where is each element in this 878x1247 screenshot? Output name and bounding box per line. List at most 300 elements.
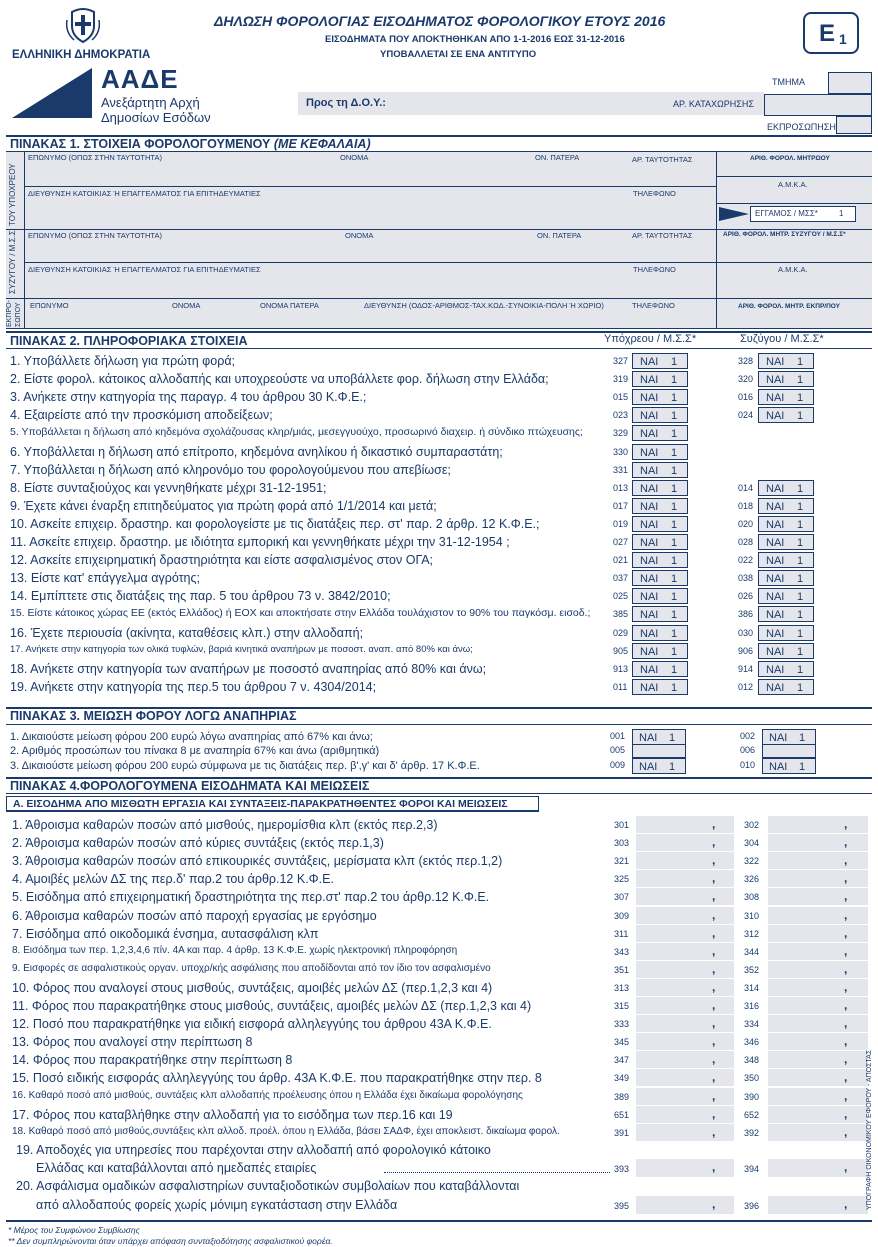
yes-label: ΝΑΙ (640, 573, 659, 585)
p2-yes-checkbox-spouse[interactable] (758, 534, 814, 550)
yes-value: 1 (797, 410, 804, 422)
p4-amount-input-taxpayer[interactable] (636, 1069, 734, 1086)
p4-row-label: 17. Φόρος που καταβλήθηκε στην αλλοδαπή για το εισόδημα των περ.16 και 19 (12, 1108, 453, 1122)
sp-phone-label: ΤΗΛΕΦΩΝΟ (633, 265, 676, 274)
p4-row-label: 4. Αμοιβές μελών ΔΣ της περ.δ' παρ.2 του άρθρ.12 Κ.Φ.Ε. (12, 872, 334, 886)
p2-yes-checkbox-spouse[interactable] (758, 552, 814, 568)
p2-row-code1: 017 (613, 501, 629, 511)
p2-row-code1: 913 (613, 664, 629, 674)
decimal-comma: , (712, 980, 716, 994)
yes-value: 1 (671, 609, 678, 621)
yes-value: 1 (671, 374, 678, 386)
tp-id-label: ΑΡ. ΤΑΥΤΟΤΗΤΑΣ (632, 155, 693, 164)
decimal-comma: , (712, 944, 716, 958)
yes-label: ΝΑΙ (766, 374, 785, 386)
yes-label: ΝΑΙ (640, 519, 659, 531)
decimal-comma: , (844, 1070, 848, 1084)
yes-value: 1 (671, 682, 678, 694)
p3-yes-checkbox-spouse[interactable] (762, 729, 816, 745)
p4-row-label: 9. Εισφορές σε ασφαλιστικούς οργαν. υποχρ/κής ασφάλισης που αποδίδονται από τον ίδιο τον ασφαλισμένο (12, 963, 491, 974)
p2-yes-checkbox-taxpayer[interactable] (632, 462, 688, 478)
p4-row-code1: 309 (614, 911, 630, 921)
p4-amount-input-spouse[interactable] (768, 1069, 868, 1086)
p4-row-code1: 333 (614, 1019, 630, 1029)
yes-value: 1 (797, 664, 804, 676)
form-code-box (803, 12, 859, 54)
p3-title: ΠΙΝΑΚΑΣ 3. ΜΕΙΩΣΗ ΦΟΡΟΥ ΛΟΓΩ ΑΝΑΠΗΡΙΑΣ (10, 709, 297, 723)
p2-row-label: 18. Ανήκετε στην κατηγορία των αναπήρων με ποσοστό αναπηρίας από 80% και άνω; (10, 662, 487, 676)
p4-amount-input-taxpayer[interactable] (636, 907, 734, 924)
yes-value: 1 (799, 761, 806, 773)
tmima-label: ΤΜΗΜΑ (772, 77, 805, 87)
tmima-input[interactable] (828, 72, 872, 94)
decimal-comma: , (712, 1034, 716, 1048)
p4-row-code2: 352 (744, 965, 760, 975)
p3-row-label: 1. Δικαιούστε μείωση φόρου 200 ευρώ λόγω αναπηρίας από 67% και άνω; (10, 731, 373, 743)
p2-yes-checkbox-spouse[interactable] (758, 570, 814, 586)
decimal-comma: , (844, 871, 848, 885)
p4-row-label: 14. Φόρος που παρακρατήθηκε στην περίπτωση 8 (12, 1053, 293, 1067)
p4-amount-input-taxpayer[interactable] (636, 1088, 734, 1105)
p2-yes-checkbox-spouse[interactable] (758, 679, 814, 695)
p2-row-label: 17. Ανήκετε στην κατηγορία των ολικά τυφλών, βαριά κινητικά αναπήρων με ποσοστ. αναπ. από 80% και άνω; (10, 644, 473, 655)
p4-row-label: 15. Ποσό ειδικής εισφοράς αλληλεγγύης του άρθρ. 43Α Κ.Φ.Ε. που παρακρατήθηκε στην περ. 8 (12, 1071, 542, 1085)
p4-row-code1: 321 (614, 856, 630, 866)
p1-side-rep-a: ΕΚΠΡΟ- (6, 300, 13, 327)
p2-row-code2: 320 (738, 374, 754, 384)
yes-value: 1 (797, 682, 804, 694)
yes-label: ΝΑΙ (640, 682, 659, 694)
rep-name-label: ΟΝΟΜΑ (172, 301, 201, 310)
p4-row-code2: 344 (744, 947, 760, 957)
ar-kat-input[interactable] (764, 94, 872, 116)
p2-row-code1: 319 (613, 374, 629, 384)
yes-label: ΝΑΙ (640, 356, 659, 368)
ekprosopisi-label: ΕΚΠΡΟΣΩΠΗΣΗ (767, 122, 836, 132)
decimal-comma: , (844, 908, 848, 922)
yes-label: ΝΑΙ (766, 682, 785, 694)
p4-title: ΠΙΝΑΚΑΣ 4.ΦΟΡΟΛΟΓΟΥΜΕΝΑ ΕΙΣΟΔΗΜΑΤΑ ΚΑΙ ΜΕΙΩΣΕΙΣ (10, 779, 370, 793)
p4-subtitle-box (6, 796, 539, 812)
p4-row-code2: 322 (744, 856, 760, 866)
p2-row-label: 10. Ασκείτε επιχειρ. δραστηρ. και φορολογείστε με τις διατάξεις περ. στ' παρ. 2 άρθρ. 12 Κ.Φ.Ε.; (10, 517, 540, 531)
decimal-comma: , (844, 998, 848, 1012)
yes-label: ΝΑΙ (640, 646, 659, 658)
yes-value: 1 (797, 392, 804, 404)
yes-value: 1 (669, 732, 676, 744)
yes-value: 1 (671, 465, 678, 477)
yes-value: 1 (671, 573, 678, 585)
ar-kat-label: ΑΡ. ΚΑΤΑΧΩΡΗΣΗΣ (673, 99, 754, 109)
p4-row-label: 1. Άθροισμα καθαρών ποσών από μισθούς, ημερομίσθια κλπ (εκτός περ.2,3) (12, 818, 438, 832)
p2-row-code1: 023 (613, 410, 629, 420)
footnote-2: ** Δεν συμπληρώνονται όταν υπάρχει απόφαση συνταξιοδότησης ασφαλιστικού φορέα. (8, 1236, 333, 1246)
p4-row-code1: 315 (614, 1001, 630, 1011)
yes-label: ΝΑΙ (640, 447, 659, 459)
sp-father-label: ΟΝ. ΠΑΤΕΡΑ (537, 231, 582, 240)
yes-label: ΝΑΙ (766, 537, 785, 549)
sp-afm-label: ΑΡΙΘ. ΦΟΡΟΛ. ΜΗΤΡ. ΣΥΖΥΓΟΥ / Μ.Σ.Σ* (723, 231, 846, 238)
yes-label: ΝΑΙ (639, 732, 658, 744)
p4-row-code1: 325 (614, 874, 630, 884)
p2-yes-checkbox-taxpayer[interactable] (632, 498, 688, 514)
p4-row-code1: 345 (614, 1037, 630, 1047)
p4-row19-line2: Ελλάδας και καταβάλλονται από ημεδαπές εταιρίες (36, 1161, 317, 1175)
p4-amount-input-taxpayer[interactable] (636, 961, 734, 978)
yes-value: 1 (797, 609, 804, 621)
p2-row-code1: 037 (613, 573, 629, 583)
p2-yes-checkbox-taxpayer[interactable] (632, 625, 688, 641)
p2-yes-checkbox-spouse[interactable] (758, 606, 814, 622)
p4-row-label: 3. Άθροισμα καθαρών ποσών από επικουρικές συντάξεις, μερίσματα κλπ (εκτός περ.1,2) (12, 854, 503, 868)
p2-row-code1: 385 (613, 609, 629, 619)
p2-row-label: 15. Είστε κάτοικος χώρας ΕΕ (εκτός Ελλάδος) ή ΕΟΧ και αποκτήσατε στην Ελλάδα τουλάχιστον το 90% του παγκόσμ. εισοδ.; (10, 607, 591, 619)
decimal-comma: , (712, 817, 716, 831)
tp-father-label: ΟΝ. ΠΑΤΕΡΑ (535, 153, 580, 162)
decimal-comma: , (844, 1052, 848, 1066)
p4-amount-input-spouse[interactable] (768, 1033, 868, 1050)
p4-amount-input-spouse[interactable] (768, 907, 868, 924)
yes-value: 1 (671, 356, 678, 368)
rep-phone-label: ΤΗΛΕΦΩΝΟ (632, 301, 675, 310)
decimal-comma: , (844, 980, 848, 994)
p4-row-code2: 310 (744, 911, 760, 921)
p4-amount-input-taxpayer[interactable] (636, 1124, 734, 1141)
p2-yes-checkbox-taxpayer[interactable] (632, 588, 688, 604)
p3-row-code2: 010 (740, 760, 756, 770)
yes-value: 1 (671, 392, 678, 404)
p2-row-code1: 330 (613, 447, 629, 457)
p4-row-code2: 392 (744, 1128, 760, 1138)
yes-label: ΝΑΙ (640, 591, 659, 603)
p3-yes-checkbox-taxpayer[interactable] (632, 729, 686, 745)
sp-id-label: ΑΡ. ΤΑΥΤΟΤΗΤΑΣ (632, 231, 693, 240)
p4-amount-input-spouse[interactable] (768, 943, 868, 960)
p4-amount-input-taxpayer[interactable] (636, 870, 734, 887)
p2-yes-checkbox-taxpayer[interactable] (632, 552, 688, 568)
p2-yes-checkbox-taxpayer[interactable] (632, 661, 688, 677)
p2-yes-checkbox-taxpayer[interactable] (632, 679, 688, 695)
p4-row19-input2[interactable]: , (768, 1159, 868, 1177)
p4-amount-input-spouse[interactable] (768, 834, 868, 851)
p4-row-code2: 302 (744, 820, 760, 830)
yes-value: 1 (671, 628, 678, 640)
p3-count-input-spouse[interactable] (762, 744, 816, 758)
yes-value: 1 (797, 356, 804, 368)
decimal-comma: , (844, 817, 848, 831)
aade-line2: Δημοσίων Εσόδων (101, 110, 211, 125)
p2-yes-checkbox-spouse[interactable] (758, 353, 814, 369)
p3-yes-checkbox-taxpayer[interactable] (632, 758, 686, 774)
p2-row-label: 1. Υποβάλλετε δήλωση για πρώτη φορά; (10, 354, 236, 368)
sp-amka-label: Α.Μ.Κ.Α. (778, 265, 808, 274)
p4-row-label: 7. Εισόδημα από οικοδομικά ένσημα, αυτασφάλιση κλπ (12, 927, 319, 941)
decimal-comma: , (712, 889, 716, 903)
p4-row-code2: 326 (744, 874, 760, 884)
p4-row20-input1[interactable]: , (636, 1196, 734, 1214)
p4-amount-input-spouse[interactable] (768, 925, 868, 942)
doy-label: Προς τη Δ.Ο.Υ.: (306, 97, 386, 109)
p4-amount-input-spouse[interactable] (768, 870, 868, 887)
p2-yes-checkbox-taxpayer[interactable] (632, 606, 688, 622)
p4-row-label: 16. Καθαρό ποσό από μισθούς, συντάξεις κλπ αλλοδαπής προέλευσης όπου η Ελλάδα έχει δικαίωμα φορολόγησης (12, 1090, 523, 1101)
decimal-comma: , (844, 962, 848, 976)
republic-label: ΕΛΛΗΝΙΚΗ ΔΗΜΟΚΡΑΤΙΑ (12, 49, 151, 61)
p4-row-label: 18. Καθαρό ποσό από μισθούς,συντάξεις κλπ αλλοδ. προέλ. όπου η Ελλάδα, βάσει ΣΑΔΦ, έχει αποκλειστ. δικαίωμα φορολ. (12, 1126, 560, 1137)
yes-label: ΝΑΙ (640, 537, 659, 549)
married-box[interactable] (750, 206, 856, 222)
p4-row20-input2[interactable]: , (768, 1196, 868, 1214)
yes-value: 1 (671, 664, 678, 676)
p2-row-label: 19. Ανήκετε στην κατηγορία της περ.5 του άρθρου 7 ν. 4304/2014; (10, 680, 377, 694)
p4-row20-line2: από αλλοδαπούς φορείς χωρίς μόνιμη εγκατάσταση στην Ελλάδα (36, 1198, 398, 1212)
decimal-comma: , (712, 1070, 716, 1084)
p2-yes-checkbox-spouse[interactable] (758, 480, 814, 496)
p4-row-label: 6. Άθροισμα καθαρών ποσών από παροχή εργασίας με εργόσημο (12, 909, 377, 923)
form-subtitle-1: ΕΙΣΟΔΗΜΑΤΑ ΠΟΥ ΑΠΟΚΤΗΘΗΚΑΝ ΑΠΟ 1-1-2016 ΕΩΣ 31-12-2016 (325, 34, 625, 45)
decimal-comma: , (712, 962, 716, 976)
p4-amount-input-taxpayer[interactable] (636, 816, 734, 833)
p2-yes-checkbox-taxpayer[interactable] (632, 407, 688, 423)
p4-row19-input1[interactable]: , (636, 1159, 734, 1177)
p4-row-label: 5. Εισόδημα από επιχειρηματική δραστηριότητα της περ.στ' παρ.2 του άρθρ.12 Κ.Φ.Ε. (12, 890, 490, 904)
tp-surname-label: ΕΠΩΝΥΜΟ (ΟΠΩΣ ΣΤΗΝ ΤΑΥΤΟΤΗΤΑ) (28, 153, 162, 162)
ekprosopisi-input[interactable] (836, 116, 872, 134)
p2-yes-checkbox-taxpayer[interactable] (632, 389, 688, 405)
p4-row-code1: 389 (614, 1092, 630, 1102)
aade-line1: Ανεξάρτητη Αρχή (101, 95, 200, 110)
p2-yes-checkbox-spouse[interactable] (758, 661, 814, 677)
p4-row-code2: 350 (744, 1073, 760, 1083)
p4-row-code1: 343 (614, 947, 630, 957)
p2-row-code2: 028 (738, 537, 754, 547)
yes-value: 1 (797, 483, 804, 495)
p2-row-code2: 026 (738, 591, 754, 601)
yes-label: ΝΑΙ (640, 465, 659, 477)
decimal-comma: , (844, 1034, 848, 1048)
p2-row-code1: 905 (613, 646, 629, 656)
p4-amount-input-spouse[interactable] (768, 1088, 868, 1105)
form-code-sub: 1 (839, 31, 847, 47)
p3-yes-checkbox-spouse[interactable] (762, 758, 816, 774)
p2-row-code1: 015 (613, 392, 629, 402)
p4-row-code1: 391 (614, 1128, 630, 1138)
p4-amount-input-taxpayer[interactable] (636, 943, 734, 960)
yes-value: 1 (797, 519, 804, 531)
p3-row-code1: 001 (610, 731, 626, 741)
p4-amount-input-spouse[interactable] (768, 1106, 868, 1123)
p2-yes-checkbox-spouse[interactable] (758, 498, 814, 514)
yes-label: ΝΑΙ (640, 374, 659, 386)
p2-yes-checkbox-taxpayer[interactable] (632, 371, 688, 387)
yes-label: ΝΑΙ (766, 609, 785, 621)
yes-label: ΝΑΙ (766, 664, 785, 676)
p4-row-label: 8. Εισόδημα των περ. 1,2,3,4,6 πίν. 4Α και παρ. 4 άρθρ. 13 Κ.Φ.Ε. χωρίς ηλεκτρονική πληροφόρηση (12, 945, 458, 956)
p2-row-code2: 022 (738, 555, 754, 565)
aade-logo-icon (12, 68, 92, 118)
p2-yes-checkbox-spouse[interactable] (758, 588, 814, 604)
p4-amount-input-spouse[interactable] (768, 852, 868, 869)
married-label: ΕΓΓΑΜΟΣ / ΜΣΣ* (755, 209, 818, 218)
p2-row-label: 13. Είστε κατ' επάγγελμα αγρότης; (10, 571, 201, 585)
yes-label: ΝΑΙ (640, 501, 659, 513)
rep-father-label: ΟΝΟΜΑ ΠΑΤΕΡΑ (260, 301, 319, 310)
p4-row-code2: 334 (744, 1019, 760, 1029)
yes-value: 1 (671, 646, 678, 658)
rep-address-label: ΔΙΕΥΘΥΝΣΗ (ΟΔΟΣ-ΑΡΙΘΜΟΣ-ΤΑΧ.ΚΩΔ.-ΣΥΝΟΙΚΙΑ-ΠΟΛΗ Ή ΧΩΡΙΟ) (364, 301, 604, 310)
p2-row-code1: 013 (613, 483, 629, 493)
decimal-comma: , (712, 1052, 716, 1066)
p3-count-input-taxpayer[interactable] (632, 744, 686, 758)
p2-yes-checkbox-taxpayer[interactable] (632, 425, 688, 441)
p4-row-label: 12. Ποσό που παρακρατήθηκε για ειδική εισφορά αλληλεγγύης του άρθρου 43Α Κ.Φ.Ε. (12, 1017, 492, 1031)
p4-row-code2: 316 (744, 1001, 760, 1011)
p4-row-code2: 314 (744, 983, 760, 993)
p2-yes-checkbox-taxpayer[interactable] (632, 570, 688, 586)
decimal-comma: , (844, 1107, 848, 1121)
yes-label: ΝΑΙ (766, 519, 785, 531)
p2-row-label: 3. Ανήκετε στην κατηγορία της παραγρ. 4 του άρθρου 30 Κ.Φ.Ε.; (10, 390, 367, 404)
p2-yes-checkbox-taxpayer[interactable] (632, 534, 688, 550)
p4-amount-input-spouse[interactable] (768, 997, 868, 1014)
p4-row-code2: 312 (744, 929, 760, 939)
p2-yes-checkbox-spouse[interactable] (758, 643, 814, 659)
yes-value: 1 (671, 483, 678, 495)
doy-input[interactable] (400, 95, 660, 112)
tp-name-label: ΟΝΟΜΑ (340, 153, 369, 162)
p2-col2-header: Συζύγου / Μ.Σ.Σ* (740, 333, 824, 345)
tp-phone-label: ΤΗΛΕΦΩΝΟ (633, 189, 676, 198)
p3-row-code1: 009 (610, 760, 626, 770)
p4-row-code2: 304 (744, 838, 760, 848)
p2-row-code2: 016 (738, 392, 754, 402)
yes-value: 1 (797, 573, 804, 585)
tp-afm-label: ΑΡΙΘ. ΦΟΡΟΛ. ΜΗΤΡΩΟΥ (750, 155, 830, 162)
yes-label: ΝΑΙ (766, 356, 785, 368)
decimal-comma: , (844, 1016, 848, 1030)
p4-row19-line1: 19. Αποδοχές για υπηρεσίες που παρέχονται στην αλλοδαπή από φορολογικό κάτοικο (16, 1143, 491, 1157)
p2-yes-checkbox-taxpayer[interactable] (632, 480, 688, 496)
p2-row-code2: 018 (738, 501, 754, 511)
yes-label: ΝΑΙ (769, 732, 788, 744)
p4-amount-input-spouse[interactable] (768, 816, 868, 833)
p4-amount-input-taxpayer[interactable] (636, 1106, 734, 1123)
p2-yes-checkbox-taxpayer[interactable] (632, 643, 688, 659)
p4-amount-input-taxpayer[interactable] (636, 888, 734, 905)
p2-row-label: 11. Ασκείτε επιχειρ. δραστηρ. με ιδιότητα εμπορική και γεννηθήκατε μέχρι την 31-12-1954 ; (10, 535, 510, 549)
p4-amount-input-taxpayer[interactable] (636, 834, 734, 851)
p4-row-code1: 303 (614, 838, 630, 848)
yes-value: 1 (671, 447, 678, 459)
yes-label: ΝΑΙ (766, 591, 785, 603)
form-title: ΔΗΛΩΣΗ ΦΟΡΟΛΟΓΙΑΣ ΕΙΣΟΔΗΜΑΤΟΣ ΦΟΡΟΛΟΓΙΚΟΥ ΕΤΟΥΣ 2016 (214, 13, 666, 29)
yes-value: 1 (799, 732, 806, 744)
p2-row-code1: 331 (613, 465, 629, 475)
decimal-comma: , (712, 998, 716, 1012)
p2-yes-checkbox-spouse[interactable] (758, 389, 814, 405)
decimal-comma: , (712, 926, 716, 940)
decimal-comma: , (712, 835, 716, 849)
p2-yes-checkbox-taxpayer[interactable] (632, 353, 688, 369)
yes-value: 1 (669, 761, 676, 773)
p4-row-code2: 348 (744, 1055, 760, 1065)
yes-value: 1 (671, 501, 678, 513)
p4-amount-input-taxpayer[interactable] (636, 1015, 734, 1032)
yes-label: ΝΑΙ (640, 664, 659, 676)
p4-row-code1: 301 (614, 820, 630, 830)
yes-value: 1 (671, 537, 678, 549)
p2-yes-checkbox-spouse[interactable] (758, 371, 814, 387)
p2-yes-checkbox-spouse[interactable] (758, 625, 814, 641)
form-code: Ε (819, 20, 836, 47)
p4-amount-input-taxpayer[interactable] (636, 1051, 734, 1068)
p1-title-italic: (ΜΕ ΚΕΦΑΛΑΙΑ) (273, 137, 371, 151)
decimal-comma: , (844, 926, 848, 940)
yes-value: 1 (797, 537, 804, 549)
p4-amount-input-spouse[interactable] (768, 1051, 868, 1068)
p2-row-label: 8. Είστε συνταξιούχος και γεννηθήκατε μέχρι 31-12-1951; (10, 481, 327, 495)
p4-row20-code1: 395 (614, 1201, 630, 1211)
decimal-comma: , (712, 1107, 716, 1121)
p2-row-label: 2. Είστε φορολ. κάτοικος αλλοδαπής και υποχρεούστε να υποβάλλετε φορ. δήλωση στην Ελλάδα; (10, 372, 549, 386)
p2-title: ΠΙΝΑΚΑΣ 2. ΠΛΗΡΟΦΟΡΙΑΚΑ ΣΤΟΙΧΕΙΑ (10, 334, 248, 348)
p2-row-code2: 024 (738, 410, 754, 420)
p2-row-code2: 386 (738, 609, 754, 619)
p4-amount-input-spouse[interactable] (768, 888, 868, 905)
p2-row-label: 16. Έχετε περιουσία (ακίνητα, καταθέσεις κλπ.) στην αλλοδαπή; (10, 626, 364, 640)
sp-address-label: ΔΙΕΥΘΥΝΣΗ ΚΑΤΟΙΚΙΑΣ Ή ΕΠΑΓΓΕΛΜΑΤΟΣ ΓΙΑ ΕΠΙΤΗΔΕΥΜΑΤΙΕΣ (28, 265, 261, 274)
p2-yes-checkbox-taxpayer[interactable] (632, 516, 688, 532)
p2-yes-checkbox-spouse[interactable] (758, 407, 814, 423)
p4-amount-input-taxpayer[interactable] (636, 979, 734, 996)
p4-row-code1: 313 (614, 983, 630, 993)
p4-amount-input-taxpayer[interactable] (636, 925, 734, 942)
p4-row-code1: 351 (614, 965, 630, 975)
p4-amount-input-spouse[interactable] (768, 961, 868, 978)
decimal-comma: , (844, 889, 848, 903)
p1-title: ΠΙΝΑΚΑΣ 1. ΣΤΟΙΧΕΙΑ ΦΟΡΟΛΟΓΟΥΜΕΝΟΥ (ΜΕ ΚΕΦΑΛΑΙΑ) (10, 137, 371, 151)
p4-amount-input-spouse[interactable] (768, 1015, 868, 1032)
p2-row-code2: 012 (738, 682, 754, 692)
yes-label: ΝΑΙ (766, 410, 785, 422)
p2-yes-checkbox-taxpayer[interactable] (632, 444, 688, 460)
p2-row-code1: 019 (613, 519, 629, 529)
p2-row-code1: 029 (613, 628, 629, 638)
p4-amount-input-taxpayer[interactable] (636, 997, 734, 1014)
yes-label: ΝΑΙ (766, 628, 785, 640)
p1-side-taxpayer: ΤΟΥ ΥΠΟΧΡΕΟΥ (8, 163, 17, 226)
p2-yes-checkbox-spouse[interactable] (758, 516, 814, 532)
yes-label: ΝΑΙ (640, 555, 659, 567)
side-note: ΥΠΟΓΡΑΦΗ ΟΙΚΟΝΟΜΙΚΟΥ ΕΦΟΡΟΥ - ΑΠΟΣΤΑΣ (866, 1049, 873, 1210)
yes-label: ΝΑΙ (640, 609, 659, 621)
p2-col1-header: Υπόχρεου / Μ.Σ.Σ* (604, 333, 697, 345)
sp-surname-label: ΕΠΩΝΥΜΟ (ΟΠΩΣ ΣΤΗΝ ΤΑΥΤΟΤΗΤΑ) (28, 231, 162, 240)
p3-row-code2: 006 (740, 745, 756, 755)
p2-row-code1: 327 (613, 356, 629, 366)
p4-amount-input-taxpayer[interactable] (636, 852, 734, 869)
decimal-comma: , (712, 1125, 716, 1139)
p4-amount-input-spouse[interactable] (768, 979, 868, 996)
yes-value: 1 (671, 428, 678, 440)
p4-amount-input-taxpayer[interactable] (636, 1033, 734, 1050)
yes-value: 1 (671, 555, 678, 567)
form-subtitle-2: ΥΠΟΒΑΛΛΕΤΑΙ ΣΕ ΕΝΑ ΑΝΤΙΤΥΠΟ (380, 49, 537, 60)
p4-amount-input-spouse[interactable] (768, 1124, 868, 1141)
decimal-comma: , (712, 853, 716, 867)
p4-row19-code2: 394 (744, 1164, 760, 1174)
married-arrow-icon (719, 207, 749, 221)
